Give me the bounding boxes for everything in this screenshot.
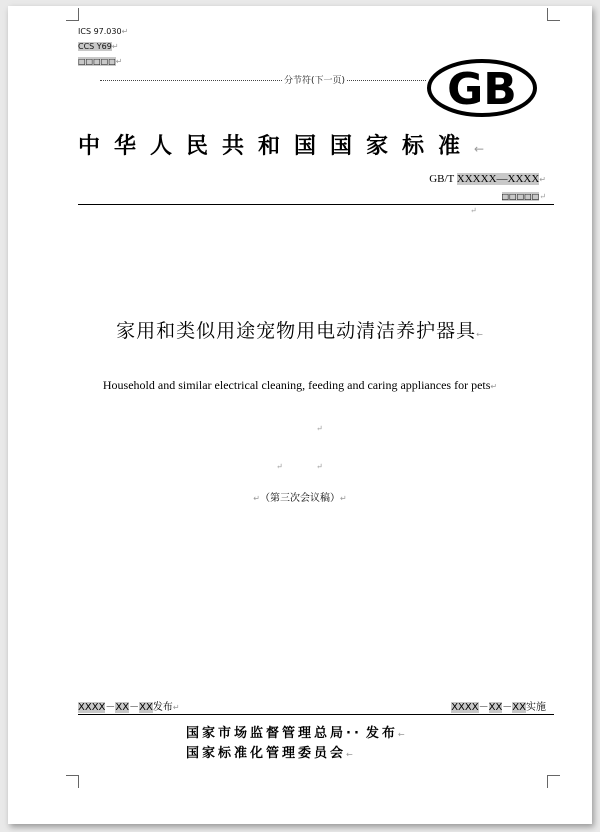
issuer-sac: 国家标准化管理委员会← [186,746,353,761]
document-page [8,6,592,824]
paragraph-mark: ↵ [276,462,283,471]
crop-mark-bottom-left [66,775,79,788]
footer-rule [78,714,554,715]
draft-note: ↵（第三次会议稿）↵ [253,493,347,504]
record-number: □□□□□↵ [78,57,123,66]
document-title-en: Household and similar electrical cleaning, feeding and caring appliances for pets↵ [102,378,498,392]
ccs-code: CCS Y69↵ [78,42,119,51]
implementation-date: XXXX－XX－XX实施 [451,702,546,713]
issuer-samr: 国家市场监督管理总局·· 发布← [186,726,405,741]
header-rule [78,204,554,205]
document-title-zh: 家用和类似用途宠物用电动清洁养护器具← [116,320,484,342]
issue-date: XXXX－XX－XX发布↵ [78,702,180,713]
svg-text:GB: GB [447,64,517,115]
replaces-code: □□□□□↵ [501,192,546,201]
standard-title: 中华人民共和国国家标准← [78,134,485,159]
paragraph-mark: ↵ [316,462,323,471]
gb-logo [426,58,538,118]
ics-code: ICS 97.030↵ [78,27,129,36]
paragraph-mark: ↵ [470,206,477,215]
crop-mark-bottom-right [547,775,560,788]
crop-mark-top-left [66,8,79,21]
crop-mark-top-right [547,8,560,21]
section-break-line [100,80,426,81]
section-break-label: 分节符(下一页) [282,73,347,86]
standard-code: GB/T XXXXX—XXXX↵ [429,173,546,185]
paragraph-mark: ↵ [316,424,323,433]
